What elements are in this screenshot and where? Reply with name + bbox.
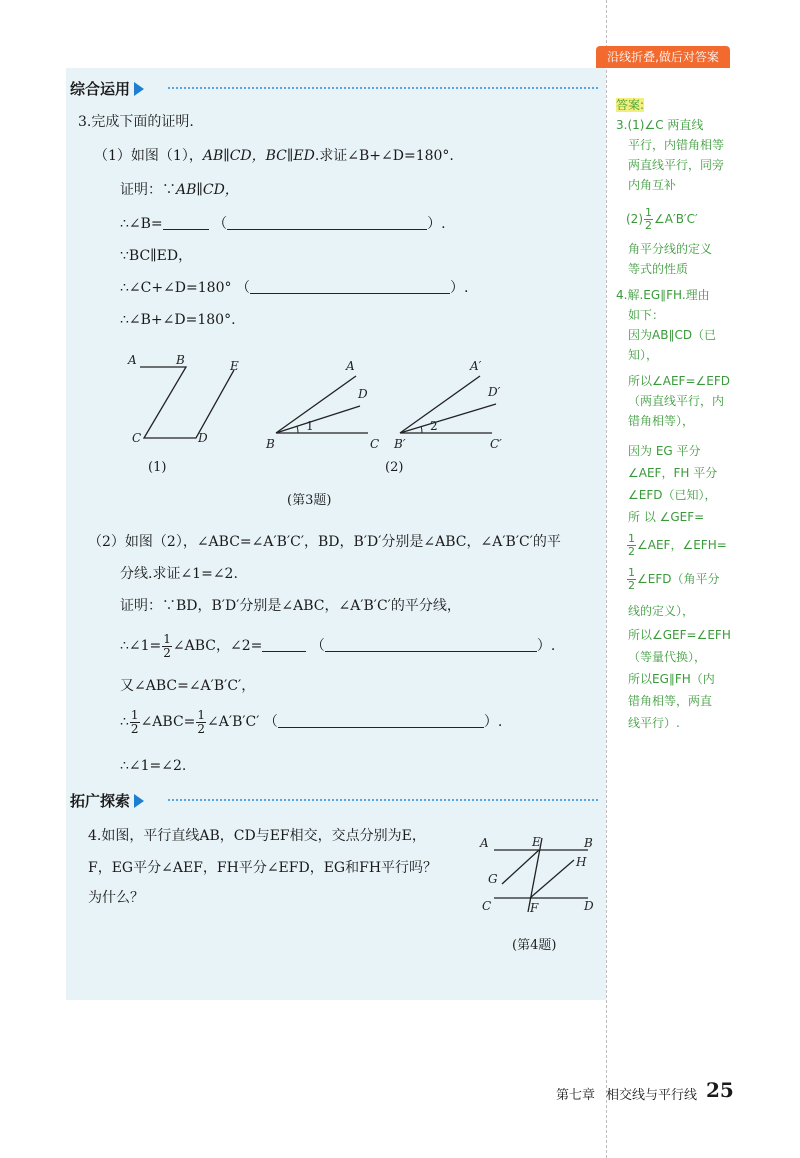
q3-2-line1: 证明：∵BD，B′D′分别是∠ABC，∠A′B′C′的平分线， [120, 598, 461, 614]
reason-blank[interactable] [227, 215, 427, 230]
fraction-denominator: 2 [130, 721, 139, 736]
q3-1-line1 [120, 180, 239, 200]
fraction-half [627, 567, 636, 592]
q4-line1: 4.如图，平行直线AB，CD与EF相交，交点分别为E， [88, 828, 426, 844]
fraction-numerator: 1 [130, 707, 139, 722]
section-header-explore [70, 790, 144, 811]
answer-part-label: (2) [626, 212, 643, 226]
label-E: E [532, 835, 541, 849]
label-B: B [584, 836, 593, 850]
answer-line-14: 因为 EG 平分 [628, 444, 701, 458]
page-number: 25 [706, 1078, 734, 1102]
answer-line-5: 角平分线的定义 [628, 242, 713, 256]
answer-line-20: 线的定义）， [628, 604, 695, 618]
paren-close: ）. [449, 280, 469, 296]
paren-open: （ [235, 280, 250, 296]
fraction-numerator: 1 [645, 206, 652, 219]
answer-line-19 [626, 566, 719, 592]
line-text: ∴ [120, 714, 129, 730]
paren-close: ）. [536, 638, 556, 654]
q3-1-line2 [120, 214, 446, 234]
q3-1-statement [94, 146, 454, 166]
q4-line2: F，EG平分∠AEF，FH平分∠EFD，EG和FH平行吗？ [88, 860, 438, 876]
answer-line-15: ∠AEF，FH 平分 [628, 466, 718, 480]
answer-line-23: 所以EG∥FH（内 [628, 672, 715, 686]
q4-figure-caption: (第4题) [512, 938, 557, 953]
label-A: A [346, 359, 355, 373]
label-C: C [132, 431, 142, 445]
figure-1 [127, 353, 239, 445]
q3-2-statement-2: 分线.求证∠1=∠2. [120, 566, 238, 582]
angle-arc-1 [297, 426, 298, 433]
figure-1-caption: (1) [148, 460, 167, 475]
answer-text: ∠EFD（角平分 [637, 572, 720, 586]
fraction-half [196, 709, 206, 736]
paren-open: （ [263, 714, 278, 730]
answer-line-8: 如下： [628, 308, 665, 322]
answer-blank[interactable] [262, 637, 306, 652]
answer-line-12: （两直线平行，内 [628, 394, 725, 408]
segment-EG [502, 850, 539, 884]
q4-line3: 为什么？ [88, 890, 144, 906]
fraction-half [644, 207, 653, 232]
paren-close: ）. [427, 216, 446, 232]
answer-line-part2 [626, 206, 698, 232]
line-text: ∠A′B′C′ [207, 714, 260, 730]
reason-blank[interactable] [250, 279, 450, 294]
section-title: 综合运用 [70, 80, 131, 98]
answer-header [616, 96, 644, 115]
fraction-numerator: 1 [197, 707, 206, 722]
label-C-prime: C′ [490, 437, 502, 451]
line-text: AB∥CD， [176, 182, 239, 198]
fraction-denominator: 2 [197, 721, 206, 736]
answer-blank[interactable] [163, 215, 209, 230]
q3-1-line5: ∴∠B+∠D=180°. [120, 312, 236, 328]
paren-open: （ [213, 216, 228, 232]
label-angle-2: 2 [430, 419, 438, 433]
answer-text: ∠AEF，∠EFH= [637, 538, 727, 552]
fraction-numerator: 1 [628, 566, 635, 579]
figure-2-caption: (2) [385, 460, 404, 475]
answer-line-24: 错角相等，两直 [628, 694, 713, 708]
footer-topic: 相交线与平行线 [606, 1088, 698, 1103]
answer-text: ∠A′B′C′ [654, 212, 698, 226]
line-text: ∴∠B= [120, 216, 163, 232]
q3-2-line4 [120, 708, 502, 736]
stmt-goal: .求证∠B+∠D=180°. [314, 148, 454, 164]
answer-line-16: ∠EFD（已知）， [628, 488, 717, 502]
figure-2-right [393, 359, 502, 451]
arrow-icon [134, 794, 144, 808]
label-angle-1: 1 [306, 419, 314, 433]
fraction-numerator: 1 [163, 631, 171, 646]
ray-BA [276, 376, 356, 433]
line-prefix: 证明：∵ [120, 182, 176, 198]
answer-line-18 [626, 532, 727, 558]
q3-2-line3: 又∠ABC=∠A′B′C′， [120, 678, 256, 694]
answer-line-22: （等量代换）， [628, 650, 707, 664]
q3-figures [110, 348, 530, 498]
label-A: A [128, 353, 137, 367]
answer-line-2: 平行，内错角相等 [628, 138, 725, 152]
q3-2-statement-1: （2）如图（2），∠ABC=∠A′B′C′，BD，B′D′分别是∠ABC，∠A′B′C′的平 [88, 534, 561, 550]
fraction-denominator: 2 [628, 545, 635, 558]
fraction-numerator: 1 [628, 532, 635, 545]
line-text: ∠ABC= [140, 714, 196, 730]
fraction-half [627, 533, 636, 558]
fraction-denominator: 2 [163, 645, 171, 660]
label-D: D [198, 431, 208, 445]
dotted-divider [168, 87, 598, 89]
label-E: E [230, 359, 239, 373]
answer-line-3: 两直线平行，同旁 [628, 158, 725, 172]
line-text: ∠ABC，∠2= [172, 638, 263, 654]
figure-2-left [265, 359, 379, 451]
label-D: D [358, 387, 368, 401]
label-B: B [266, 437, 275, 451]
q3-figure-caption: (第3题) [287, 493, 332, 508]
fraction-half [162, 633, 172, 660]
fraction-denominator: 2 [628, 579, 635, 592]
answer-line-13: 错角相等）， [628, 414, 695, 428]
paren-open: （ [310, 638, 325, 654]
answer-line-17: 所 以 ∠GEF= [628, 510, 705, 524]
q3-2-line5: ∴∠1=∠2. [120, 758, 187, 774]
label-G: G [488, 872, 498, 886]
answer-line-9: 因为AB∥CD（已 [628, 328, 717, 342]
label-D: D [584, 899, 594, 913]
answer-line-7: 4.解.EG∥FH.理由 [616, 288, 710, 302]
label-B-prime: B′ [394, 437, 406, 451]
q3-title: 3.完成下面的证明. [78, 114, 194, 130]
paren-close: ）. [483, 714, 503, 730]
q3-1-line4 [120, 278, 468, 298]
answer-line-4: 内角互补 [628, 178, 677, 192]
label-A-prime: A′ [470, 359, 482, 373]
label-C: C [370, 437, 380, 451]
label-C: C [482, 899, 492, 913]
dotted-divider [168, 799, 598, 801]
answer-line-10: 知）， [628, 348, 659, 362]
line-text: ∴∠C+∠D=180° [120, 280, 232, 296]
reason-blank[interactable] [325, 637, 537, 652]
arrow-icon [134, 82, 144, 96]
answer-line-11: 所以∠AEF=∠EFD [628, 374, 730, 388]
label-B: B [176, 353, 185, 367]
stmt-prefix: （1）如图（1）， [94, 148, 203, 164]
footer-chapter: 第七章 [556, 1088, 596, 1103]
label-F: F [530, 901, 539, 915]
label-A: A [480, 836, 489, 850]
label-H: H [576, 855, 587, 869]
fold-tab: 沿线折叠,做后对答案 [596, 46, 730, 68]
line-text: ∴∠1= [120, 638, 162, 654]
answer-line-25: 线平行）. [628, 716, 680, 730]
stmt-given: AB∥CD，BC∥ED [202, 148, 315, 164]
q3-2-line2 [120, 632, 555, 660]
section-header-comprehensive [70, 78, 144, 99]
q3-1-line3: ∵BC∥ED， [120, 248, 193, 264]
q4-figure [476, 826, 600, 926]
section-title: 拓广探索 [70, 792, 131, 810]
fold-line [606, 0, 607, 1158]
answer-line-1: 3.(1)∠C 两直线 [616, 118, 704, 132]
fraction-half [130, 709, 140, 736]
reason-blank[interactable] [278, 713, 484, 728]
answer-line-21: 所以∠GEF=∠EFH [628, 628, 731, 642]
fraction-denominator: 2 [645, 219, 652, 232]
ray-BD [276, 406, 360, 433]
label-D-prime: D′ [488, 385, 501, 399]
ray-B2D2 [400, 404, 496, 433]
answer-header-text: 答案: [616, 98, 645, 112]
ray-B2A2 [400, 376, 480, 433]
answer-line-6: 等式的性质 [628, 262, 689, 276]
figure-1-lines [140, 367, 234, 438]
